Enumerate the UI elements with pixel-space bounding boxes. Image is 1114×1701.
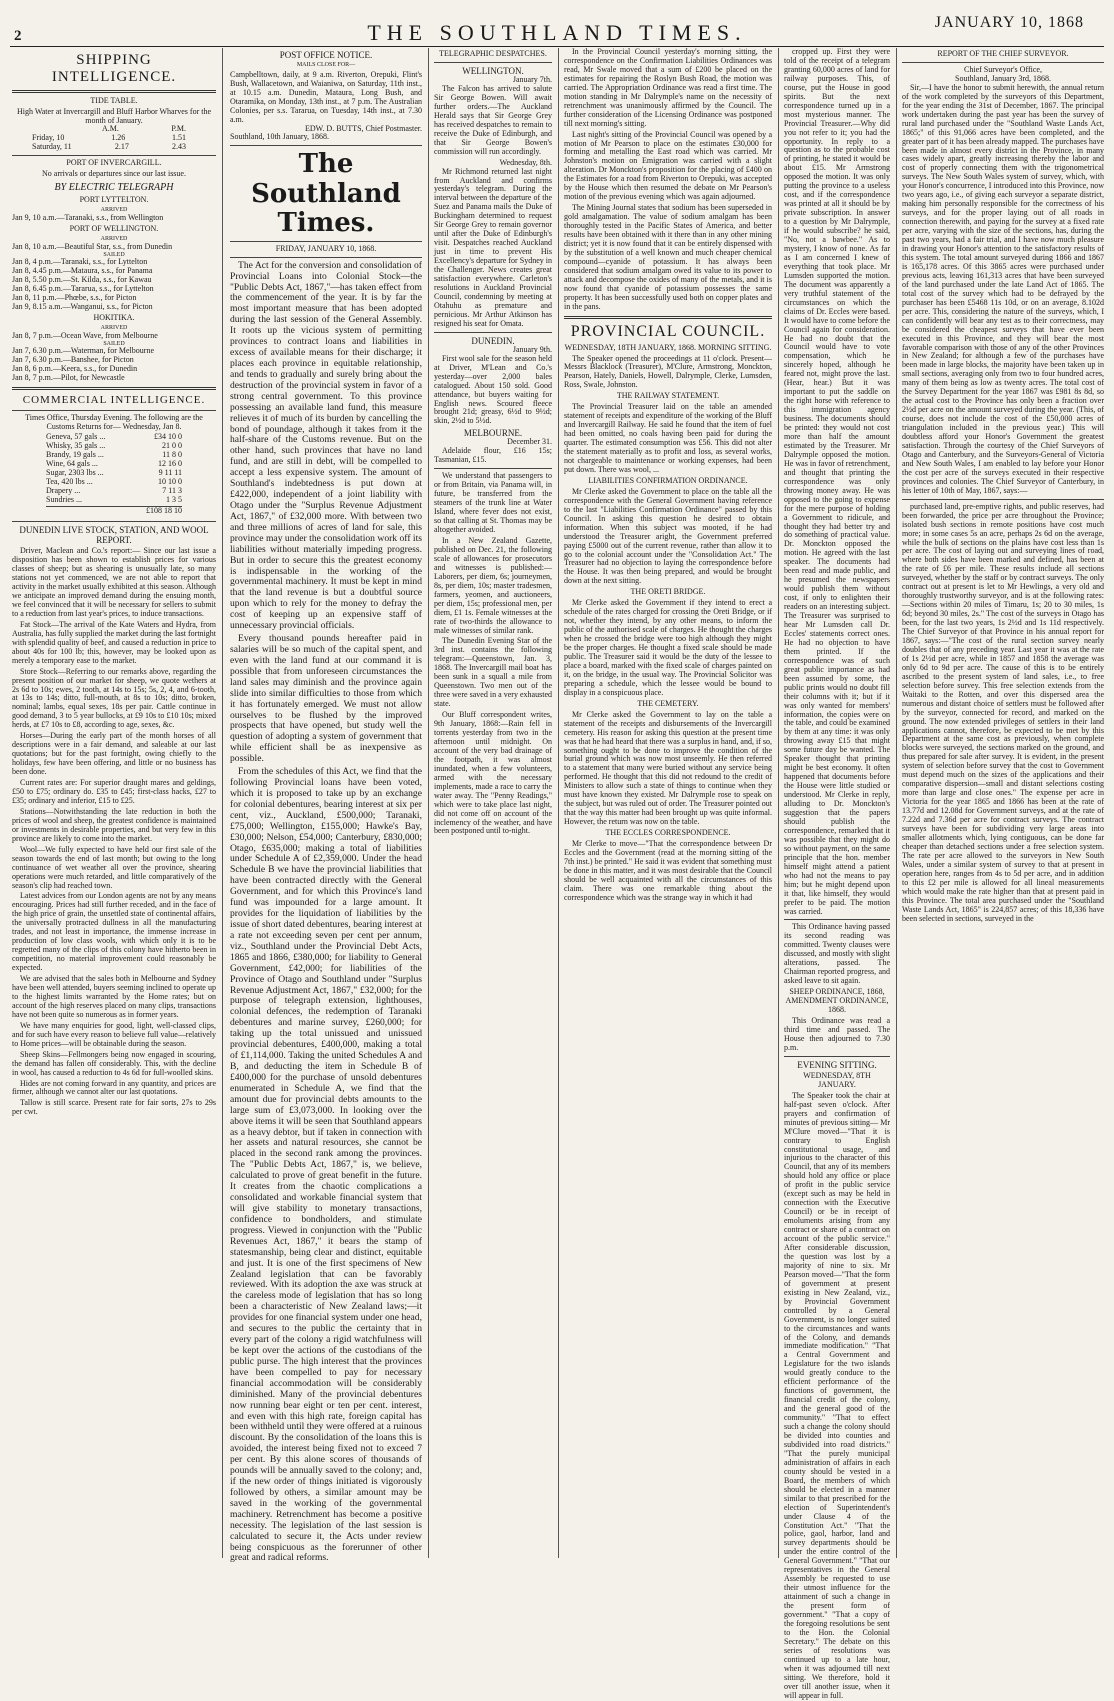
railway-head: THE RAILWAY STATEMENT.: [616, 391, 720, 401]
wool-paragraph: Sheep Skins—Fellmongers being now engaged in scouring, the demand has fallen off considerably. This, with the decline in wool, has caused a reduction to 4s 6d for full-woolled skins.: [12, 1049, 216, 1077]
dunedin-date: January 9th.: [512, 344, 552, 354]
column-divider: [222, 48, 223, 1558]
customs-item: Drapery ... 7 11 3: [46, 486, 182, 496]
ship-entry: Jan 8, 4 p.m.—Taranaki, s.s., for Lyttelton: [12, 257, 148, 267]
divider: [230, 257, 422, 258]
divider: [12, 155, 216, 156]
customs-list: [12, 431, 216, 518]
post-office-date: Southland, 10th January, 1868.: [230, 132, 330, 142]
council-paragraph: Mr Clerke asked the Government to lay on the table a statement of the receipts and disbursements of the Invercargill cemetery. His reason for asking this question at the present time was that he had heard that there was a surplus in hand, and, if so, something ought to be done to improve the condition of the burial ground which was now most unseemly. He then referred to a statement that many were buried without any service being performed. He thought that this did not redound to the credit of Ministers to allow such a state of things to continue when they must have known they existed. Mr Dalrymple rose to speak on the subject, but was ruled out of order. The Treasurer pointed out that the way this matter had been brought up was quite informal. However, the return was now on the table.: [564, 709, 772, 827]
divider: [12, 521, 216, 522]
ship-entry: Jan 8, 6.45 p.m.—Tararua, s.s., for Lyttelton: [12, 284, 154, 294]
wool-paragraph: Horses—During the early part of the month horses of all descriptions were in a fair demand, and saleable at our last quotations; but for the past fortnight, owing chiefly to the holidays, few have been offering, and little or no business has been done.: [12, 731, 216, 777]
wool-paragraph: Hides are not coming forward in any quantity, and prices are firmer, although we cannot alter our last quotations.: [12, 1078, 216, 1097]
liabilities-head: LIABILITIES CONFIRMATION ORDINANCE.: [588, 475, 748, 485]
wool-paragraph: We are advised that the sales both in Melbourne and Sydney have been well attended, buyers seeming inclined to operate up to the highest limits warranted by the Home rates; but on account of the high reserves placed on many clips, transactions have not been quite so numerous as in former years.: [12, 974, 216, 1019]
wool-heading: DUNEDIN LIVE STOCK, STATION, AND WOOL REPORT.: [19, 525, 209, 546]
lyttelton-title: PORT LYTTELTON.: [79, 195, 149, 205]
ship-entry: Jan 8, 6 p.m.—Keera, s.s., for Dunedin: [12, 364, 138, 374]
tide-row: [12, 143, 216, 152]
news-note: In a New Zealand Gazette, published on Dec. 21, the following scale of allowances for prosecutors and witnesses is published:—Laborers, per diem, 6s; journeymen, 8s, per diem, 10s; master tradesmen, farmers, yeomen, and auctioneers, per diem, 15s; professional men, per diem, £1 1s. Female witnesses at the rate of two-thirds the allowance to male witnesses of similar rank.: [434, 535, 552, 635]
divider: [902, 499, 1104, 500]
editorial-paragraph: From the schedules of this Act, we find that the following Provincial loans have been voted, which it is proposed to take up by an exchange for colonial debentures, bearing interest at six per cent, viz., Auckland, £500,000; Taranaki, £75,000; Wellington, £155,000; Hawke's Bay, £30,000; Nelson, £54,000; Canterbury, £830,000; Otago, £635,000; making a total of liabilities under Schedule A of £2,359,000. Under the head Schedule B we have the provincial liabilities that have been contracted directly with the General Government, and for which this Province's land fund was impounded for a large amount. It provides for the liquidation of liabilities by the issue of short dated debentures, bearing interest at a rate not exceeding seven per cent per annum, viz., Southland under the Provincial Debt Acts, 1865 and 1866, £380,000; for liability to General Government, £42,000; for liabilities of the Province of Otago and Southland under "Surplus Revenue Adjustment Act, 1867," £32,000; for the purpose of telegraph extension, lighthouses, colonial defences, the redemption of Taranaki debentures and marine survey, £260,000; for taking up the total unissued and unissued provincial debentures, £400,000, making a total of £1,114,000. Taking the united Schedules A and B, and deducting the item in Schedule B of £400,000 for the purchase of unsold debentures enumerated in Schedule A, we find that the amount due for provincial debts amounts to the large sum of £3,073,000. In looking over the above items it will be seen that Southland appears as a heavy debtor, but if taken in connection with her assets and natural resources, she cannot be placed in the second rank among the provinces. The "Public Debts Act, 1867," is, we believe, calculated to prove of great benefit in the future. It creates from the chaotic complications a consolidated and workable financial system that will give stability to monetary transactions, confidence to bondholders, and stimulate progress. Viewed in conjunction with the "Public Revenues Act, 1867," it bears the stamp of statesmanship, being clear and distinct, equitable and just. It is one of the first specimens of New Zealand legislation that can be favorably reviewed. With its adoption the axe was struck at the careless mode of legislation that has so long been a characteristic of New Zealand laws;—it provides for one financial system under one head, and secures to the public the certainty that in every part of the colony a rigid watchfulness will be kept over the actions of the custodians of the public purse. The high interest that the provinces have been compelled to pay for necessary financial accommodation will be considerably diminished. Many of the provincial debentures now running bear eight or ten per cent. interest, and even with this high rate, foreign capital has been withheld until they were offered at a ruinous discount. By the consolidation of the loans this is avoided, the interest being fixed not to exceed 7 per cent. By this alone scores of thousands of pounds will be annually saved to the colony; and, if the new order of things initiated is vigorously followed by others, a similar amount may be saved in the working of the governmental machinery. Retrenchment has become a positive necessity. The legislation of the last session is calculated to secure it, the Acts under review being conspicuous as the forerunner of other great and radical reforms.: [230, 766, 422, 1564]
divider: [564, 316, 772, 319]
council-paragraph: The Speaker opened the proceedings at 11 o'clock. Present—Messrs Blacklock (Treasurer), M'Clure, Armstrong, Monckton, Pearson, Hately, Daniels, Howell, Dalrymple, Clerke, Lumsden, Ross, Swale, Johnston.: [564, 353, 772, 390]
survey-heading: REPORT OF THE CHIEF SURVEYOR.: [937, 49, 1069, 58]
tide-intro: High Water at Invercargill and Bluff Harbor Wharves for the month of January.: [16, 106, 212, 125]
customs-item: Tea, 420 lbs ... 10 10 0: [46, 477, 182, 487]
customs-item: Whisky, 35 gals ... 21 0 0: [46, 441, 182, 451]
page-number: 2: [14, 28, 22, 44]
wellington-date: Wednesday, 8th.: [499, 157, 552, 167]
council-paragraph: Mr Clerke asked the Government to place on the table all the correspondence with the General Government having reference to the last "Liabilities Confirmation Ordinance" passed by this Council. In asking this question he desired to obtain information. When this subject was mooted, if he had understood the Treasurer aright, the Government preferred paying £5000 out of the current revenue, rather than allow it to go to the colonial account under the "Consolidation Act." The Treasurer had no objection to laying the correspondence before the House. It was then being prepared, and would be brought down at the next sitting.: [564, 486, 772, 586]
post-office-subhead: MAILS CLOSE FOR—: [296, 62, 356, 69]
survey-office: Chief Surveyor's Office,: [964, 64, 1042, 74]
customs-item: Wine, 64 gals ... 12 16 0: [46, 459, 182, 469]
masthead: [0, 0, 1114, 44]
evening-date: WEDNESDAY, 8TH JANUARY.: [803, 1070, 871, 1089]
column-council-continued: [784, 47, 890, 1700]
wool-paragraph: Fat Stock—The arrival of the Kate Waters and Hydra, from Australia, has fully supplied the market during the last fortnight with splendid quality of beef, and caused a reduction in price to about 40s for 100 lb; this, however, may be looked upon as merely a temporary ease to the market.: [12, 619, 216, 665]
column-provincial: [564, 48, 772, 1558]
arrived-label: ARRIVED: [100, 207, 128, 214]
melbourne-head: MELBOURNE.: [463, 428, 523, 439]
wool-paragraph: Tallow is still scarce. Present rate for fair sorts, 27s to 29s per cwt.: [12, 1098, 216, 1117]
customs-item: Brandy, 19 gals ... 11 8 0: [46, 450, 182, 460]
telegraph-heading: BY ELECTRIC TELEGRAPH: [54, 182, 174, 194]
evening-head: EVENING SITTING.: [797, 1059, 877, 1070]
shipping-heading: SHIPPING INTELLIGENCE.: [51, 52, 177, 85]
ship-entry: Jan 7, 6.30 p.m.—Banshee, for Picton: [12, 355, 134, 365]
telegraphic-paragraph: Adelaide flour, £16 15s; Tasmanian, £15.: [434, 446, 552, 465]
wool-paragraph: Wool—We fully expected to have held our first sale of the season towards the end of last month; but owing to the long continuance of wet weather all over the province, shearing operations were much retarded, and little comparatively of the season's clip had reached town.: [12, 844, 216, 890]
news-note: Our Bluff correspondent writes, 9th January, 1868:—Rain fell in torrents yesterday from two in the afternoon until midnight. On account of the very bad drainage of the footpath, it was almost inundated, when a few volunteers, armed with the necessary implements, made a race to carry the water away. The "Penny Readings," which were to take place last night, did not come off on account of the inclemency of the weather, and have been postponed until to-night.: [434, 710, 552, 836]
paper-date: JANUARY 10, 1868: [934, 14, 1084, 31]
council-paragraph: Mr Clerke to move—"That the correspondence between Dr Eccles and the Government (read at the morning sitting of the 7th inst.) be printed." He said it was evident that something must be done in this matter, and it was most desirable that the Council should be well acquainted with all the circumstances of this claim. There was one remarkable thing about the correspondence which was the strange way in which it had: [564, 839, 772, 902]
divider: [434, 332, 552, 333]
provincial-heading: PROVINCIAL COUNCIL.: [570, 322, 766, 340]
masthead-rule: [10, 46, 1104, 47]
tide-table-title: TIDE TABLE.: [90, 95, 138, 105]
tide-day: Saturday, 11: [32, 142, 72, 152]
divider: [230, 241, 422, 242]
commercial-heading: COMMERCIAL INTELLIGENCE.: [22, 394, 206, 407]
tide-am: 2.17: [114, 142, 129, 152]
port-title: PORT OF INVERCARGILL.: [66, 158, 162, 168]
news-note: The Dunedin Evening Star of the 3rd inst. contains the following telegram:—Queenstown, Jan. 3, 1868. The Invercargill mail boat has been sunk in a squall a mile from Queenstown. Two men out of the three were saved in a very exhausted state.: [434, 636, 552, 709]
column-shipping: [12, 48, 216, 1558]
council-note: The Mining Journal states that sodium has been superseded in gold amalgamation. The value of sodium amalgam has been thoroughly tested in the Pacific States of America, and better results have been obtained with it there than in any other mining district; yet it is now found that it can be entirely dispensed with by the substitution of a well known and much cheaper chemical compound—cyanide of potassium. It has always been considered that sodium amalgam owed its value to its power to attack and decompose the oxides of many of the metals, and it is now found that cyanide of potassium possesses the same property. It has been successfully used both on copper plates and in the pans.: [564, 203, 772, 311]
arrived-label: ARRIVED: [100, 235, 128, 242]
wellington-head: WELLINGTON.: [462, 65, 524, 76]
survey-date: Southland, January 3rd, 1868.: [955, 73, 1051, 83]
divider: [784, 1056, 890, 1057]
council-note: In the Provincial Council yesterday's morning sitting, the correspondence on the Confirmation Liabilities Ordinances was read, Mr Swale moved that a sum of £200 be placed on the estimates for repairing the Roslyn Bush Road, the motion was carried. The Appropriation Ordinance was read a first time. The motion standing in Mr Dalrymple's name on the necessity of retrenchment was unanimously affirmed by the Council. The further consideration of the Licensing Ordinance was postponed till next morning's sitting.: [564, 47, 772, 128]
oreti-head: THE ORETI BRIDGE.: [630, 587, 706, 597]
sitting-line: WEDNESDAY, 18TH JANUARY, 1868. MORNING SITTING.: [564, 342, 772, 352]
tide-pm: 2.43: [172, 142, 186, 152]
divider: [784, 919, 890, 920]
column-editorial: [230, 48, 422, 1564]
survey-paragraph: Sir,—I have the honor to submit herewith, the annual return of the work completed by the surveyors of this Department, for the year ending the 31st of December, 1867. The principal work undertaken during the past year has been the survey of rural land purchased under the "Southland Waste Lands Act, 1865;" of this 91,066 acres have been completed, and the greater part of it has been already mapped. The purchases have been made in almost every district in the Province, in many cases widely apart, greatly increasing thereby the labor and cost of properly connecting them with the trigonometrical surveys. The New South Wales system of survey, which, with your Honor's concurrence, I introduced into this Province, now two years ago, i.e., of giving each surveyor a separate district, making him personally responsible for the correctness of his surveys, and for the proper laying out of all roads in connection therewith, and paying for the survey at a fixed rate per acre, varying with the size of the sections, has, during the past two years, had a fair trial, and I have now much pleasure in drawing your Honor's attention to the satisfactory results of this system. The total amount surveyed during 1866 and 1867 is 165,178 acres. Of this 3865 acres were purchased under previous acts, leaving 161,313 acres that have been surveyed of the land purchased under the late Land Act of 1865. The total cost of the survey which had to be defrayed by the purchaser has been £5468 11s 10d, or on an average, 8.102d per acre. This, considering the nature of the surveys, which, I can confidently will bear any test as to their correctness, may be considered the cheapest surveys that have ever been executed in this Province, and they will bear the most favorable comparison with those of any of the other Provinces in New Zealand; for although a few of the purchases have been made in large blocks, the majority have been taken up in small sections, averaging only from two to four hundred acres, many of them being as low as twenty acres. The total cost of the Survey Department for the year 1867 was £981 8s 8d, so the actual cost to the Province has only been a fraction over 2½d per acre on the amount surveyed during the year. (This, of course, does not include the cost of the £50,000 acres of triangulation included in the previous year.) This will doubtless afford your Honor's Government the greatest satisfaction. Through the courtesy of the Chief Surveyors of Otago and Canterbury, and the Surveyors-General of Victoria and New South Wales, I am enabled to lay before your Honor the cost per acre of the surveys executed in their respective provinces and colonies. The Chief Surveyor of Canterbury, in his letter of 10th of May, 1867, says:—: [902, 82, 1104, 495]
ship-entry: Jan 8, 10 a.m.—Beautiful Star, s.s., from Dunedin: [12, 241, 173, 251]
telegraphic-heading: TELEGRAPHIC DESPATCHES.: [439, 49, 547, 58]
tide-col-pm: P.M.: [171, 124, 186, 134]
customs-total: £108 18 10: [46, 506, 182, 516]
sheep-head: SHEEP ORDINANCE, 1868, AMENDMENT ORDINANCE, 1868.: [785, 987, 889, 1015]
column-divider: [428, 48, 429, 1558]
wool-paragraph: Driver, Maclean and Co.'s report:— Since our last issue a disposition has been shown to establish prices for various classes of sheep; but as shearing is unusually late, so many stations not yet commenced, we are not able to report that activity in the market usually exhibited at this season. Although we anticipate an improved demand during the ensuing month, we feel convinced that it will be necessary for sellers to submit to a reduction from last year's prices, to induce transactions.: [12, 546, 216, 618]
post-office-heading: POST OFFICE NOTICE.: [279, 50, 373, 60]
survey-paragraph: purchased land, pre-emptive rights, and public reserves, had been forwarded, the price per acre throughout the Province; isolated bush sections in remote positions have cost much more; in some cases 5s an acre, perhaps 2s 6d on the average, while the bulk of sections on the plains have cost less than 1s per acre. The cost of laying out and surveying lines of road, where both sides have been marked and defined, has been at the rate of £6 per mile. These results include all sections surveyed, whether by the staff or by contract surveys. The only contract out at present is let to Mr Hewlings, a very old and thoroughly trustworthy surveyor, and is at the following rates:—Sections within 20 miles of Timaru, 1s; 20 to 30 miles, 1s 6d; beyond 30 miles, 2s." The cost of the surveys in Otago has been, for the last two years, 1s 2½d and 1s 11d respectively. The Chief Surveyor of that Province in his annual report for 1867, says:—"The cost of the rural section survey nearly doubles that of any preceding year. Last year it was at the rate of 1s 2½d per acre, while in 1857 and 1858 the average was only 6d to 9d per acre. The cause of this is to be entirely ascribed to the present system of land sales, i.e., to free selection before survey. This free selection extends from the Waitaki to the Rotten, and over this dispersed area the numerous and distant choice of settlers must be followed after by the surveyor, connected for record, and marked on the ground. The now extended privileges of settlers in their land applications cannot, therefore, be expected to be met by this Department at the same cost as previously, when complete blocks were surveyed, the sections marked on the ground, and thus prepared for sale after survey. It is evident, in the present system of selection before survey that the cost to Government must depend much on the sizes of the applications and their comparative dispersion—small and distant selections costing more than large and close ones." The expense per acre in Victoria for the year 1865 and 1866 has been at the rate of 13.77d and 12.08d for Government surveys, and at the rate of 7.22d and 7.36d per acre for contract surveys. The contract surveys have been for subdividing very large areas into smaller allotments which, lying contiguous, can be done far cheaper than detached sections under a free selection system. The rate per acre allowed to the surveyors in New South Wales, under a similar system of survey to that at present in operation here, ranges from 4s to 5d per acre, and in addition to this £2 per mile is allowed for all lineal measurements which would make the rate higher than that at present paid in this Province. The total area purchased under the "Southland Waste Lands Act, 1865" is 224,857 acres; of this 18,336 have been selected in sections, surveyed in the: [902, 501, 1104, 923]
wool-paragraph: We have many enquiries for good, light, well-classed clips, and for such have every reason to believe full value—relatively to Home prices—will be obtainable during the season.: [12, 1020, 216, 1048]
ship-entry: Jan 8, 7 p.m.—Ocean Wave, from Melbourne: [12, 330, 158, 340]
council-paragraph: This Ordinance was read a third time and passed. The House then adjourned to 7.30 p.m.: [784, 1015, 890, 1052]
divider: [230, 145, 422, 146]
divider: [12, 90, 216, 93]
port-note: No arrivals or departures since our last issue.: [42, 169, 186, 179]
hokitika-title: HOKITIKA.: [93, 313, 135, 323]
ship-entry: Jan 8, 11 p.m.—Phœbe, s.s., for Picton: [12, 293, 137, 303]
column-divider: [896, 48, 897, 1558]
wool-paragraph: Store Stock—Referring to our remarks above, regarding the present position of our market for sheep, we quote wethers at 2s 6d to 10s; ewes, 2 tooth, at 14s to 15s; 5s, 2, 4, and 6-tooth, at 13s to 14s; ditto, full-mouth, at 8s to 10s; ditto, broken, nominal; lambs, equal sexes, 18s per pair. Cattle continue in good demand, 3 to 5 year bullocks, at £9 10s to £10 10s; mixed herds, at £7 10s to £8, according to age, sexes, &c.: [12, 666, 216, 730]
dunedin-head: DUNEDIN.: [471, 335, 515, 346]
ship-entry: Jan 8, 5.50 p.m.—St. Kilda, s.s., for Kawau: [12, 275, 152, 285]
divider: [12, 410, 216, 411]
sailed-label: SAILED: [103, 251, 125, 258]
customs-item: Geneva, 57 gals ... £34 10 0: [46, 432, 182, 442]
cemetery-head: THE CEMETERY.: [637, 698, 699, 708]
divider: [12, 387, 216, 390]
ship-entry: Jan 7, 6.30 p.m.—Waterman, for Melbourne: [12, 346, 154, 356]
council-note: Last night's sitting of the Provincial Council was opened by a motion of Mr Pearson to place on the estimates £30,000 for forming and metalling the East road which was carried. Mr Johnston's motion on Emigration was carried with a slight alteration. Dr Monckton's proposition for the placing of £400 on the Estimates for a road from Riverton to Orepuki, was accepted by the House which then resumed the debate on Mr Pearson's motion of the previous evening which was again adjourned.: [564, 129, 772, 202]
post-office-text: Campbelltown, daily, at 9 a.m. Riverton, Orepuki, Flint's Bush, Wallacetown, and Waianiwa, on Saturday, 11th inst., at 10.15 a.m. Dunedin, Mataura, Long Bush, and Otaramika, on Monday, 13th inst., at 7 p.m. The Australian Colonies, per s.s. Tararua, on Tuesday, 14th inst., at 7.30 a.m.: [230, 69, 422, 124]
ship-entry: Jan 9, 10 a.m.—Taranaki, s.s., from Wellington: [12, 213, 164, 223]
editorial-paragraph: Every thousand pounds hereafter paid in salaries will be so much of the capital spent, and even with the land fund at our command it is possible that from unforeseen circumstances the land sales may diminish and the province again slide into similar difficulties to those from which it has fortunately emerged. We must not allow ourselves to be flushed by the improved prospects that have opened, but study well the question of adopting a system of government that while efficient shall be as inexpensive as possible.: [230, 633, 422, 765]
telegraphic-paragraph: Mr Richmond returned last night from Auckland and confirms yesterday's telegram. During the interval between the departure of the Suez and Panama mails the Duke of Buckingham determined to request Sir George Grey to remain governor until after the Duke of Edinburgh's visit. Despatches reached Auckland just in time to prevent His Excellency's departure for Sydney in the Challenger. News creates great satisfaction everywhere. Carleton's resolutions in Auckland Provincial Council, condemning by meeting at Otahuhu as premature and pernicious. Mr Arthur Atkinson has resigned his seat for Omata.: [434, 166, 552, 328]
customs-item: Sundries ... 1 3 5: [46, 495, 182, 505]
column-survey-report: [902, 48, 1104, 1558]
tide-am: 1.26: [111, 133, 126, 143]
wool-paragraph: Latest advices from our London agents are not by any means encouraging. Prices had still further receded, and in the face of the high price of grain, the unsettled state of continental affairs, the universally protracted dullness in all the manufacturing trades, and not least in importance, the immense increase in production of low class wools, with which only it is to be regretted many of the clips of this colony have hitherto been in competition, no material improvement could reasonably be expected.: [12, 891, 216, 973]
column-divider: [558, 48, 559, 1558]
customs-item: Sugar, 2303 lbs ... 9 11 11: [46, 468, 182, 478]
ship-entry: Jan 8, 4.45 p.m.—Mataura, s.s., for Panama: [12, 266, 153, 276]
telegraphic-paragraph: The Falcon has arrived to salute Sir George Bowen. Will await further orders.—The Auckland Herald says that Sir George Grey has received despatches to remain to receive the Duke of Edinburgh, and that Sir George Bowen's commission will run accordingly.: [434, 83, 552, 156]
news-note: We understand that passengers to or from Britain, via Panama will, in future, be transferred from the steamers of the trunk line at Water Island, where fever does not exist, so that calling at St. Thomas may be altogether avoided.: [434, 471, 552, 535]
council-paragraph: cropped up. First they were told of the receipt of a telegram granting 60,000 acres of land for railway purposes. This, of course, put the House in good spirits. But the next correspondence turned up in a most mysterious manner. The Provincial Treasurer.—Why did you not refer to it; you had the opportunity. In reply to a question as to the probable cost of printing, he stated it would be about £15. Mr Armstrong opposed the motion. It was only putting the province to a useless cost, and if the correspondence was printed at all it should be by private subscription. In answer to a question by Mr Dalrymple, if he would subscribe? he said, "No, not a bawbee." As to mystery, I know of none. As far as I am concerned I knew of everything that took place. Mr Lumsden supported the motion. The document was apparently a very truthful statement of the circumstances on which the claims of Dr. Eccles were based. It would have to come before the Council again for consideration. He had no doubt that the Council would have to vote compensation, which he sincerely hoped, although he feared not, might prove the last. (Hear, hear.) But it was important to put the saddle on the right horse with reference to this immigration agency business. The documents should be printed: they would not cost more than half the amount estimated by the Treasurer. Mr Dalrymple opposed the motion. He was in favor of retrenchment, and thought that printing the correspondence was only throwing money away. He was opposed to the going to expense for the mere purpose of holding a Government to ridicule, and thought they had better try and do something of practical value. Dr. Monckton opposed the motion. He agreed with the last speaker. The documents had been read and made public, and he presumed the newspapers would publish them without cost, if only to enlighten their readers on an interesting subject. The Treasurer was surprised to hear Mr Lumsden call Dr. Eccles' statements correct ones. He had no objection to have them printed. If the correspondence was of such great public importance as had been assumed by some, the public prints would no doubt fill their columns with it; but if it was only wanted for members' information, the copies were on the table, and could be examined by them at any time: it was only throwing away £15 that might some future day be wanted. The Speaker thought that printing might be best economy. It often happened that documents before the House were little studied or understood. Mr Clerke in reply, alluding to Dr. Monckton's suggestion that the papers should publish the correspondence, remarked that it was possible that they might do so without payment, on the same principle that the hon. member himself might attend a patient who had not the means to pay him; but he might depend upon it that, like himself, they would prefer to be paid. The motion was carried.: [784, 47, 890, 916]
column-divider: [778, 48, 779, 1558]
column-telegraphic: [434, 48, 552, 1558]
eccles-head: THE ECCLES CORRESPONDENCE.: [605, 828, 731, 838]
council-paragraph: The Provincial Treasurer laid on the table an amended statement of receipts and expenditure of the working of the Bluff and Invercargill Railway. He said he found that the item of fuel had been omitted, no coals having been paid for during the quarter. The estimated consumption was £56. This did not alter the statement materially as to profit and loss, as several works, not chargeable to maintenance or working expenses, had been put down. There was wool, ...: [564, 402, 772, 474]
paper-title: THE SOUTHLAND TIMES.: [367, 20, 747, 45]
tide-pm: 1.51: [172, 133, 186, 143]
council-paragraph: The Speaker took the chair at half-past seven o'clock. After prayers and confirmation of minutes of previous sitting— Mr M'Clure moved—"That it is contrary to English constitutional usage, and injurious to the character of this Council, that any of its members should hold any office or place of profit in the public service (except such as may be held in connection with the Executive Council) or be in receipt of emoluments arising from any contract or share of a contract on account of the public service." After considerable discussion, the question was lost by a majority of nine to six. Mr Pearson moved—"That the form of government at present existing in New Zealand, viz., by Provincial Government controlled by a General Government, is no longer suited to the circumstances and wants of the Colony, and demands immediate modification." "That a Central Government and Legislature for the two islands would greatly conduce to the efficient performance of the functions of government, the financial credit of the colony, and the general good of the community." "That to effect such a change the colony should be divided into counties and subdivided into road districts." "That the purely municipal administration of affairs in each county should be vested in a Board, the members of which should be elected in a manner similar to that prescribed for the election of Superintendent's under Clause 4 of the Constitution Act." "That the police, gaol, harbor, land and survey departments should be under the entire control of the General Government." "That our representatives in the General Assembly be requested to use their utmost influence for the attainment of such a change in the present form of government." "That a copy of the foregoing resolutions be sent to the Hon. the Colonial Secretary." The debate on this series of resolutions was continued up to a late hour, when it was adjourned till next sitting. We therefore, hold it over till another issue, when it will appear in full.: [784, 1090, 890, 1700]
tide-day: Friday, 10: [32, 133, 65, 143]
editorial-paragraph: The Act for the conversion and consolidation of Provincial Loans into Colonial Stock—the "Public Debts Act, 1867,"—has taken effect from the commencement of the year. It is by far the most important measure that has been adopted during the last session of the General Assembly. It roots up the vicious system of permitting provinces to contract loans and liabilities in excess of available means for their discharge; it places each province in equitable relationship, and tends to gradually and surely bring about the destruction of the provincial system in favor of a strong central government. To this province possessing an available land fund, this measure relieves it of much of its burden by cancelling the bond of poundage, although it takes from it the half-share of the Customs revenue. But on the other hand, such provinces that have no land fund, and are still in debt, will be compelled to accept a less expensive system. The amount of Southland's indebtedness is put down at £422,000, independent of a joint liability with Otago under the "Surplus Revenue Adjustment Act, 1867," of £32,000 more. With between two and three millions of acres of land for sale, this province may under the consolidation work off its liabilities without materially impeding progress. But in order to secure this the greatest economy is indispensable in the working of the governmental machinery. It must be kept in mind that the land revenue is but a doubtful source upon which to rely for the money to defray the cost of keeping up an expensive staff of unnecessary provincial officials.: [230, 259, 422, 632]
wool-paragraph: Stations—Notwithstanding the late reduction in both the prices of wool and sheep, the greatest confidence is maintained or investments in desirable properties, and but very few in this province are likely to come into the market.: [12, 806, 216, 843]
post-office-signed: EDW. D. BUTTS, Chief Postmaster.: [304, 123, 422, 133]
ship-entry: Jan 8, 7 p.m.—Pilot, for Newcastle: [12, 373, 125, 383]
divider: [434, 62, 552, 63]
arrived-label: ARRIVED: [100, 325, 128, 332]
editorial-body: [230, 261, 422, 1565]
wellington-date: January 7th.: [512, 75, 552, 85]
council-paragraph: Mr Clerke asked the Government if they intend to erect a schedule of the rates charged for crossing the Oreti Bridge, or if not, whether they intend, by any other means, to inform the public of the authorised scale of charges. He thought the charges when he crossed the bridge were too high although they might be the proper charges. He thought a fixed scale should be made public. The Treasurer said it would be the duty of the lessee to place a board, marked with the fixed scale of charges painted on it, on the bridge, in the usual way. The Provincial Solicitor was preparing a schedule, which the lessee would be bound to display in a conspicuous place.: [564, 598, 772, 697]
wool-paragraph: Current rates are: For superior draught mares and geldings, £50 to £75; ordinary do. £35 to £45; first-class hacks, £27 to £35; ordinary and inferior, £15 to £25.: [12, 778, 216, 805]
commercial-intro: Times Office, Thursday Evening. The following are the Customs Returns for— Wednesday, Jan 8.: [25, 412, 203, 431]
telegraphic-paragraph: First wool sale for the season held at Driver, M'Lean and Co.'s yesterday—over 2,000 bales catalogued. About 150 sold. Good attendance, but buyers waiting for English news. Scoured fleece brought 21d; greasy, 6½d to 9½d; skin, 2½d to 5½d.: [434, 353, 552, 426]
melbourne-date: December 31.: [507, 437, 552, 447]
divider: [902, 62, 1104, 63]
tide-col-am: A.M.: [102, 124, 119, 134]
ship-entry: Jan 9, 8.15 a.m.—Wanganui, s.s., for Picton: [12, 302, 153, 312]
divider: [434, 468, 552, 469]
editorial-dateline: FRIDAY, JANUARY 10, 1868.: [275, 243, 377, 253]
wellington-title: PORT OF WELLINGTON.: [69, 224, 159, 234]
council-paragraph: This Ordinance having passed its second reading was committed. Twenty clauses were discussed, and mostly with slight alterations, passed. The Chairman reported progress, and asked leave to sit again.: [784, 922, 890, 986]
paper-nameplate: The Southland Times.: [251, 149, 401, 238]
sailed-label: SAILED: [103, 340, 125, 347]
